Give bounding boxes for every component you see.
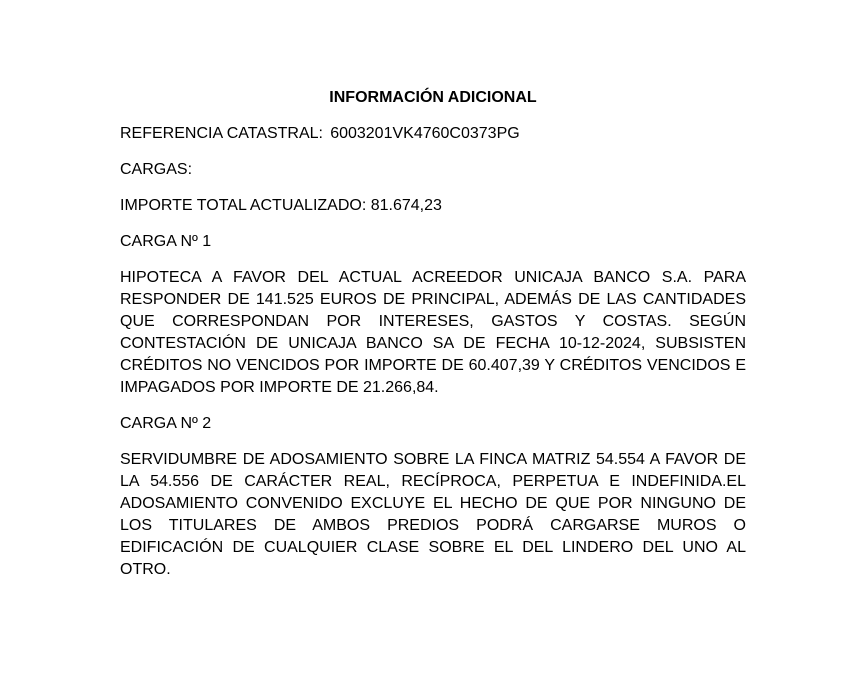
carga-1-heading: CARGA Nº 1 — [120, 233, 212, 250]
carga-2-section — [120, 413, 746, 581]
page-title: INFORMACIÓN ADICIONAL — [329, 89, 537, 106]
referencia-catastral-value: 6003201VK4760C0373PG — [330, 125, 520, 142]
carga-2-body: SERVIDUMBRE DE ADOSAMIENTO SOBRE LA FINCA MATRIZ 54.554 A FAVOR DE LA 54.556 DE CARÁCTER REAL, RECÍPROCA, PERPETUA E INDEFINIDA.EL ADOSAMIENTO CONVENIDO EXCLUYE EL HECHO DE QUE POR NINGUNO DE LOS TITULARES DE AMBOS PREDIOS PODRÁ CARGARSE MUROS O EDIFICACIÓN DE CUALQUIER CLASE SOBRE EL DEL LINDERO DEL UNO AL OTRO. — [120, 451, 746, 578]
carga-1-section — [120, 231, 746, 399]
importe-total-line — [120, 195, 746, 217]
cargas-heading: CARGAS: — [120, 161, 193, 178]
carga-2-heading: CARGA Nº 2 — [120, 415, 212, 432]
carga-1-body: HIPOTECA A FAVOR DEL ACTUAL ACREEDOR UNICAJA BANCO S.A. PARA RESPONDER DE 141.525 EUROS DE PRINCIPAL, ADEMÁS DE LAS CANTIDADES QUE CORRESPONDAN POR INTERESES, GASTOS Y COSTAS. SEGÚN CONTESTACIÓN DE UNICAJA BANCO SA DE FECHA 10-12-2024, SUBSISTEN CRÉDITOS NO VENCIDOS POR IMPORTE DE 60.407,39 Y CRÉDITOS VENCIDOS E IMPAGADOS POR IMPORTE DE 21.266,84. — [120, 269, 746, 396]
importe-total-label: IMPORTE TOTAL ACTUALIZADO: — [120, 197, 367, 214]
referencia-catastral-label: REFERENCIA CATASTRAL: — [120, 125, 323, 142]
referencia-catastral-line — [120, 123, 746, 145]
importe-total-value: 81.674,23 — [370, 197, 442, 214]
